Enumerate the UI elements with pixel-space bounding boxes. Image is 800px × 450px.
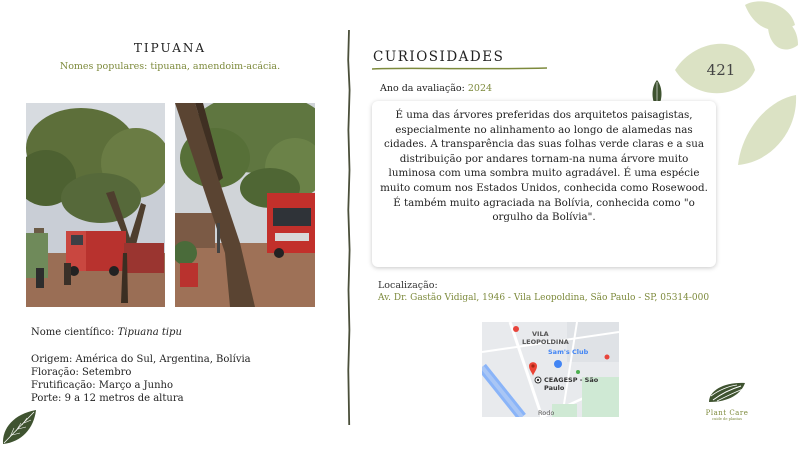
location-address: Av. Dr. Gastão Vidigal, 1946 - Vila Leopoldina, São Paulo - SP, 05314-000 <box>378 293 710 303</box>
fruiting: Frutificação: Março a Junho <box>31 380 174 391</box>
year-value: 2024 <box>467 83 493 94</box>
origin: Origem: América do Sul, Argentina, Bolívia <box>31 354 251 365</box>
tree-title: TIPUANA <box>133 41 207 55</box>
map-road: Rodo <box>538 409 555 417</box>
map-district-2: LEOPOLDINA <box>522 338 569 346</box>
flowering: Floração: Setembro <box>31 367 132 378</box>
column-divider <box>345 30 353 425</box>
tree-photo-2 <box>175 103 315 307</box>
scientific-name-row <box>31 326 182 339</box>
location-map[interactable] <box>482 322 619 417</box>
tree-photo-1 <box>26 103 165 307</box>
brand-logo <box>695 380 759 421</box>
brand-name: Plant Care <box>705 409 749 417</box>
heading-underline <box>372 66 547 72</box>
map-store: Sam's Club <box>548 348 589 356</box>
scientific-name-label: Nome científico: <box>31 327 115 338</box>
tree-size: Porte: 9 a 12 metros de altura <box>31 393 184 404</box>
curiosities-text: É uma das árvores preferidas dos arquitetos paisagistas, especialmente no alinhamento ao longo de alamedas nas cidades. A transparência das suas folhas verde claras e a sua distribuição por andares tornam-na numa árvore muito luminosa com uma sombra muito agradável. É uma espécie muito comum nos Estados Unidos, conhecida como Rosewood. É também muito agraciada na Bolívia, conhecida como "o orgulho da Bolívia". <box>380 109 708 224</box>
leaf-icon <box>0 406 40 446</box>
decorative-leaves <box>660 0 800 180</box>
year-label: Ano da avaliação: <box>380 83 465 94</box>
scientific-name: Tipuana tipu <box>117 327 182 338</box>
brand-tagline: cuide de plantas <box>712 417 742 421</box>
location-label: Localização: <box>378 280 438 291</box>
map-place: CEAGESP - São Paulo <box>544 376 599 392</box>
page-number: 421 <box>706 61 736 79</box>
curiosities-heading: CURIOSIDADES <box>373 49 505 65</box>
popular-names: Nomes populares: tipuana, amendoim-acácia. <box>59 61 281 72</box>
evaluation-year <box>380 83 492 94</box>
map-district-1: VILA <box>532 330 549 338</box>
plant-logo-icon <box>705 380 749 404</box>
